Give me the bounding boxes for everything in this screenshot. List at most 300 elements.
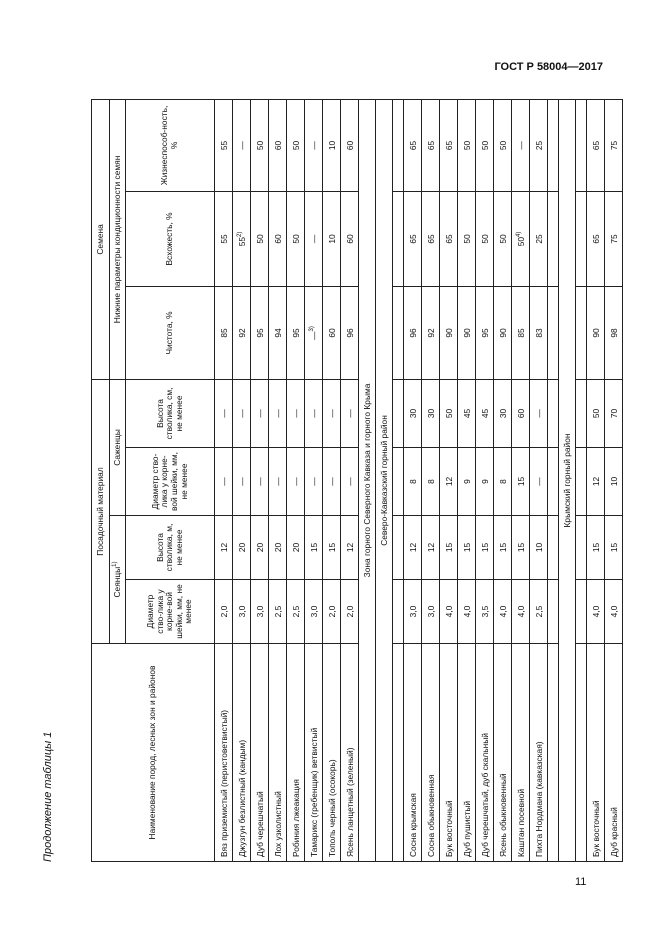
table-row bbox=[494, 99, 512, 861]
col-header-purity: Чистота, % bbox=[126, 286, 215, 379]
species-name-cell: Ясень ланцетный (зеленый) bbox=[341, 644, 359, 862]
value-cell bbox=[605, 286, 623, 379]
cell-value: 50 bbox=[497, 140, 508, 151]
col-header-seed-params: Нижние параметры кондиционности семян bbox=[110, 99, 126, 379]
cell-value: — bbox=[533, 477, 544, 486]
spacer-cell bbox=[548, 191, 559, 286]
value-cell bbox=[251, 516, 269, 580]
col-header-name: Наименование пород, лесных зон и районов bbox=[92, 644, 215, 862]
species-name-cell: Дуб красный bbox=[605, 644, 623, 862]
table-body bbox=[215, 99, 623, 861]
value-cell bbox=[287, 191, 305, 286]
region-heading-crimea-label: Крымский горный район bbox=[559, 99, 576, 861]
spacer-cell bbox=[576, 286, 587, 379]
value-cell bbox=[587, 580, 605, 644]
cell-value: 60 bbox=[344, 234, 355, 244]
cell-value: 85 bbox=[218, 328, 229, 338]
cell-value: — bbox=[218, 409, 229, 418]
cell-value: 8 bbox=[497, 479, 508, 484]
value-cell bbox=[476, 448, 494, 516]
zone-heading-label: Зона горного Северного Кавказа и горного Крыма bbox=[359, 99, 376, 861]
value-cell bbox=[404, 448, 422, 516]
footnote-mark: 2) bbox=[236, 231, 243, 237]
value-cell bbox=[215, 191, 233, 286]
value-cell bbox=[605, 99, 623, 191]
col-header-seedling-diameter: Диаметр ство-лика у корне-вой шейки, мм, не менее bbox=[126, 580, 215, 644]
cell-value: 65 bbox=[407, 140, 418, 151]
value-cell bbox=[341, 379, 359, 447]
table-row bbox=[323, 99, 341, 861]
value-cell bbox=[341, 191, 359, 286]
species-name-cell: Джузгун безлистный (кандым) bbox=[233, 644, 251, 862]
cell-value: 3,0 bbox=[254, 605, 265, 618]
value-cell bbox=[476, 191, 494, 286]
value-cell bbox=[440, 99, 458, 191]
cell-value: 2,0 bbox=[344, 605, 355, 618]
cell-value: — bbox=[515, 141, 526, 150]
value-cell bbox=[476, 580, 494, 644]
value-cell bbox=[605, 379, 623, 447]
cell-value: 15 bbox=[461, 542, 472, 553]
species-name-cell: Дуб пушистый bbox=[458, 644, 476, 862]
cell-value: 20 bbox=[236, 542, 247, 553]
cell-value: 55 bbox=[218, 140, 229, 151]
cell-value: 95 bbox=[254, 328, 265, 338]
cell-value: 15 bbox=[515, 476, 526, 487]
table-row bbox=[269, 99, 287, 861]
col-header-planting-material: Посадочный материал bbox=[92, 379, 110, 643]
value-cell bbox=[440, 286, 458, 379]
species-name-cell: Сосна обыкновенная bbox=[422, 644, 440, 862]
value-cell bbox=[305, 379, 323, 447]
value-cell bbox=[305, 448, 323, 516]
value-cell bbox=[530, 286, 548, 379]
cell-value: 50 bbox=[479, 234, 490, 244]
value-cell bbox=[269, 516, 287, 580]
value-cell bbox=[494, 99, 512, 191]
value-cell bbox=[440, 516, 458, 580]
cell-value: 10 bbox=[608, 476, 619, 487]
species-name-cell: Робиния лжеакация bbox=[287, 644, 305, 862]
table-row bbox=[605, 99, 623, 861]
cell-value: 4,0 bbox=[608, 605, 619, 618]
value-cell bbox=[494, 191, 512, 286]
spacer-cell bbox=[576, 191, 587, 286]
value-cell bbox=[287, 516, 305, 580]
col-header-sapling-diameter: Диаметр ство-лика у корне-вой шейки, мм, не менее bbox=[126, 448, 215, 516]
cell-value: — bbox=[290, 477, 301, 486]
cell-value: 50 bbox=[479, 140, 490, 151]
cell-value: 90 bbox=[443, 328, 454, 338]
cell-value: 60 bbox=[344, 140, 355, 151]
cell-value: 4,0 bbox=[461, 605, 472, 618]
value-cell bbox=[341, 516, 359, 580]
cell-value: 50 bbox=[590, 408, 601, 419]
spacer-row bbox=[576, 99, 587, 861]
value-cell bbox=[323, 191, 341, 286]
cell-value: 15 bbox=[326, 542, 337, 553]
table-row bbox=[476, 99, 494, 861]
value-cell bbox=[404, 191, 422, 286]
value-cell bbox=[458, 448, 476, 516]
value-cell bbox=[233, 99, 251, 191]
species-name-cell: Каштан посевной bbox=[512, 644, 530, 862]
cell-value: 50 bbox=[461, 140, 472, 151]
value-cell bbox=[476, 99, 494, 191]
footnote-mark: 3) bbox=[308, 326, 315, 332]
value-cell bbox=[512, 286, 530, 379]
species-name-cell: Бук восточный bbox=[587, 644, 605, 862]
value-cell bbox=[287, 286, 305, 379]
value-cell bbox=[512, 448, 530, 516]
cell-value: — bbox=[344, 409, 355, 418]
cell-value: 55 bbox=[236, 236, 247, 247]
cell-value: 50 bbox=[254, 140, 265, 151]
cell-value: 3,0 bbox=[308, 605, 319, 618]
spacer-cell bbox=[393, 580, 404, 644]
value-cell bbox=[458, 99, 476, 191]
cell-value: 50 bbox=[497, 234, 508, 244]
cell-value: 15 bbox=[308, 542, 319, 553]
cell-value: — bbox=[236, 141, 247, 150]
cell-value: 65 bbox=[443, 234, 454, 244]
value-cell bbox=[251, 286, 269, 379]
cell-value: 65 bbox=[590, 140, 601, 151]
cell-value: — bbox=[308, 234, 319, 244]
value-cell bbox=[233, 580, 251, 644]
cell-value: 75 bbox=[608, 234, 619, 244]
value-cell bbox=[422, 580, 440, 644]
value-cell bbox=[422, 379, 440, 447]
value-cell bbox=[287, 379, 305, 447]
value-cell bbox=[605, 580, 623, 644]
cell-value: 15 bbox=[497, 542, 508, 553]
spacer-cell bbox=[548, 516, 559, 580]
cell-value: — bbox=[308, 141, 319, 150]
cell-value: — bbox=[236, 477, 247, 486]
cell-value: 15 bbox=[590, 542, 601, 553]
value-cell bbox=[404, 379, 422, 447]
cell-value: — bbox=[218, 477, 229, 486]
value-cell bbox=[587, 379, 605, 447]
value-cell bbox=[323, 448, 341, 516]
cell-value: 3,0 bbox=[407, 605, 418, 618]
cell-value: 10 bbox=[326, 140, 337, 151]
value-cell bbox=[269, 286, 287, 379]
value-cell bbox=[440, 448, 458, 516]
spacer-cell bbox=[393, 191, 404, 286]
cell-value: 15 bbox=[515, 542, 526, 553]
value-cell bbox=[494, 580, 512, 644]
value-cell bbox=[341, 448, 359, 516]
species-name-cell: Ясень обыкновенный bbox=[494, 644, 512, 862]
col-header-seeds: Семена bbox=[92, 99, 110, 379]
value-cell bbox=[323, 580, 341, 644]
value-cell bbox=[512, 516, 530, 580]
value-cell bbox=[305, 580, 323, 644]
value-cell bbox=[251, 99, 269, 191]
spacer-cell bbox=[576, 644, 587, 862]
cell-value: 45 bbox=[479, 408, 490, 419]
value-cell bbox=[422, 448, 440, 516]
cell-value: — bbox=[344, 477, 355, 486]
value-cell bbox=[458, 379, 476, 447]
value-cell bbox=[530, 516, 548, 580]
species-name-cell: Пихта Нордмана (кавказская) bbox=[530, 644, 548, 862]
cell-value: 4,0 bbox=[515, 605, 526, 618]
cell-value: 90 bbox=[497, 328, 508, 338]
value-cell bbox=[323, 99, 341, 191]
spacer-row bbox=[393, 99, 404, 861]
cell-value: 10 bbox=[533, 542, 544, 553]
cell-value: 12 bbox=[218, 542, 229, 553]
table-row bbox=[587, 99, 605, 861]
cell-value: 96 bbox=[344, 328, 355, 338]
value-cell bbox=[422, 99, 440, 191]
value-cell bbox=[587, 286, 605, 379]
value-cell bbox=[458, 191, 476, 286]
cell-value: 65 bbox=[443, 140, 454, 151]
value-cell bbox=[512, 99, 530, 191]
rotated-table-area bbox=[42, 100, 619, 862]
species-name-cell: Тополь черный (осокорь) bbox=[323, 644, 341, 862]
value-cell bbox=[341, 99, 359, 191]
cell-value: 85 bbox=[515, 328, 526, 338]
col-header-viability: Жизнеспособ-ность, % bbox=[126, 99, 215, 191]
spacer-cell bbox=[393, 448, 404, 516]
species-name-cell: Тамарикс (гребенщик) ветвистый bbox=[305, 644, 323, 862]
cell-value: 25 bbox=[533, 140, 544, 151]
value-cell bbox=[440, 580, 458, 644]
value-cell bbox=[422, 286, 440, 379]
table-row bbox=[251, 99, 269, 861]
cell-value: 8 bbox=[407, 479, 418, 484]
table-caption: Продолжение таблицы 1 bbox=[42, 731, 54, 862]
table-row bbox=[422, 99, 440, 861]
spacer-cell bbox=[548, 580, 559, 644]
value-cell bbox=[530, 379, 548, 447]
footnote-mark: 4) bbox=[515, 231, 522, 237]
value-cell bbox=[233, 379, 251, 447]
value-cell bbox=[494, 286, 512, 379]
cell-value: 60 bbox=[326, 328, 337, 338]
seedling-standards-table bbox=[91, 99, 623, 862]
value-cell bbox=[287, 448, 305, 516]
value-cell bbox=[458, 516, 476, 580]
cell-value: 20 bbox=[272, 542, 283, 553]
cell-value: — bbox=[254, 409, 265, 418]
cell-value: 4,0 bbox=[497, 605, 508, 618]
table-row bbox=[512, 99, 530, 861]
cell-value: 4,0 bbox=[443, 605, 454, 618]
value-cell bbox=[269, 99, 287, 191]
cell-value: 50 bbox=[290, 140, 301, 151]
value-cell bbox=[530, 99, 548, 191]
cell-value: — bbox=[272, 409, 283, 418]
value-cell bbox=[215, 99, 233, 191]
cell-value: 25 bbox=[533, 234, 544, 244]
spacer-cell bbox=[548, 99, 559, 191]
spacer-cell bbox=[548, 286, 559, 379]
spacer-row bbox=[548, 99, 559, 861]
cell-value: 50 bbox=[515, 236, 526, 247]
spacer-cell bbox=[393, 516, 404, 580]
cell-value: 3,0 bbox=[425, 605, 436, 618]
value-cell bbox=[605, 516, 623, 580]
cell-value: 12 bbox=[443, 476, 454, 487]
spacer-cell bbox=[576, 99, 587, 191]
cell-value: 60 bbox=[515, 408, 526, 419]
cell-value: 92 bbox=[236, 328, 247, 338]
species-name-cell: Лох узколистный bbox=[269, 644, 287, 862]
value-cell bbox=[476, 286, 494, 379]
value-cell bbox=[233, 448, 251, 516]
table-row bbox=[530, 99, 548, 861]
col-header-saplings: Саженцы bbox=[110, 379, 126, 515]
table-row bbox=[287, 99, 305, 861]
cell-value: — bbox=[236, 409, 247, 418]
table-row bbox=[341, 99, 359, 861]
cell-value: 90 bbox=[590, 328, 601, 338]
cell-value: 60 bbox=[272, 234, 283, 244]
cell-value: 83 bbox=[533, 328, 544, 338]
cell-value: 50 bbox=[290, 234, 301, 244]
value-cell bbox=[587, 516, 605, 580]
zone-heading bbox=[359, 99, 376, 861]
value-cell bbox=[233, 191, 251, 286]
value-cell bbox=[422, 191, 440, 286]
spacer-cell bbox=[576, 580, 587, 644]
cell-value: 75 bbox=[608, 140, 619, 151]
col-header-germination: Всхожесть, % bbox=[126, 191, 215, 286]
value-cell bbox=[476, 379, 494, 447]
spacer-cell bbox=[393, 99, 404, 191]
value-cell bbox=[269, 191, 287, 286]
spacer-cell bbox=[576, 448, 587, 516]
cell-value: 65 bbox=[425, 234, 436, 244]
value-cell bbox=[605, 448, 623, 516]
cell-value: 96 bbox=[407, 328, 418, 338]
value-cell bbox=[458, 580, 476, 644]
cell-value: 65 bbox=[425, 140, 436, 151]
value-cell bbox=[323, 379, 341, 447]
species-name-cell: Дуб черешчатый bbox=[251, 644, 269, 862]
species-name-cell: Вяз приземистый (перистоветвистый) bbox=[215, 644, 233, 862]
cell-value: 45 bbox=[461, 408, 472, 419]
cell-value: 12 bbox=[590, 476, 601, 487]
value-cell bbox=[530, 580, 548, 644]
value-cell bbox=[494, 516, 512, 580]
species-name-cell: Сосна крымская bbox=[404, 644, 422, 862]
value-cell bbox=[494, 379, 512, 447]
cell-value: 65 bbox=[407, 234, 418, 244]
cell-value: 10 bbox=[326, 234, 337, 244]
value-cell bbox=[269, 379, 287, 447]
value-cell bbox=[251, 379, 269, 447]
table-row bbox=[440, 99, 458, 861]
cell-value: 12 bbox=[407, 542, 418, 553]
value-cell bbox=[458, 286, 476, 379]
cell-value: — bbox=[272, 477, 283, 486]
value-cell bbox=[251, 580, 269, 644]
cell-value: 98 bbox=[608, 328, 619, 338]
region-heading-crimea bbox=[559, 99, 576, 861]
value-cell bbox=[404, 99, 422, 191]
value-cell bbox=[287, 99, 305, 191]
cell-value: 15 bbox=[479, 542, 490, 553]
cell-value: 65 bbox=[590, 234, 601, 244]
value-cell bbox=[494, 448, 512, 516]
cell-value: 2,0 bbox=[218, 605, 229, 618]
value-cell bbox=[215, 580, 233, 644]
seedlings-label: Сеянцы bbox=[111, 566, 122, 598]
value-cell bbox=[215, 516, 233, 580]
value-cell bbox=[404, 516, 422, 580]
value-cell bbox=[422, 516, 440, 580]
cell-value: — bbox=[308, 477, 319, 486]
value-cell bbox=[215, 448, 233, 516]
cell-value: 70 bbox=[608, 408, 619, 419]
value-cell bbox=[530, 191, 548, 286]
value-cell bbox=[587, 191, 605, 286]
value-cell bbox=[251, 448, 269, 516]
value-cell bbox=[512, 379, 530, 447]
value-cell bbox=[323, 286, 341, 379]
cell-value: 30 bbox=[425, 408, 436, 419]
col-header-seedlings bbox=[110, 516, 126, 644]
species-name-cell: Дуб черешчатый, дуб скальный bbox=[476, 644, 494, 862]
cell-value: — bbox=[308, 331, 319, 340]
cell-value: — bbox=[254, 477, 265, 486]
value-cell bbox=[404, 286, 422, 379]
cell-value: 55 bbox=[218, 234, 229, 244]
page-number: 11 bbox=[575, 876, 587, 888]
col-header-seedling-height: Высота стволика, м, не менее bbox=[126, 516, 215, 580]
value-cell bbox=[305, 286, 323, 379]
cell-value: 8 bbox=[425, 479, 436, 484]
spacer-cell bbox=[576, 379, 587, 447]
cell-value: 12 bbox=[344, 542, 355, 553]
value-cell bbox=[251, 191, 269, 286]
spacer-cell bbox=[548, 379, 559, 447]
species-name-cell: Бук восточный bbox=[440, 644, 458, 862]
cell-value: 3,0 bbox=[236, 605, 247, 618]
cell-value: 50 bbox=[443, 408, 454, 419]
cell-value: 20 bbox=[254, 542, 265, 553]
value-cell bbox=[587, 99, 605, 191]
cell-value: 50 bbox=[254, 234, 265, 244]
value-cell bbox=[341, 580, 359, 644]
cell-value: 3,5 bbox=[479, 605, 490, 618]
cell-value: 12 bbox=[425, 542, 436, 553]
value-cell bbox=[440, 379, 458, 447]
value-cell bbox=[233, 516, 251, 580]
value-cell bbox=[605, 191, 623, 286]
cell-value: — bbox=[308, 409, 319, 418]
value-cell bbox=[404, 580, 422, 644]
col-header-sapling-height: Высота стволика, см, не менее bbox=[126, 379, 215, 447]
cell-value: — bbox=[533, 409, 544, 418]
cell-value: 15 bbox=[443, 542, 454, 553]
cell-value: 92 bbox=[425, 328, 436, 338]
spacer-cell bbox=[548, 448, 559, 516]
value-cell bbox=[587, 448, 605, 516]
value-cell bbox=[215, 379, 233, 447]
spacer-cell bbox=[548, 644, 559, 862]
cell-value: 60 bbox=[272, 140, 283, 151]
cell-value: 2,5 bbox=[272, 605, 283, 618]
cell-value: — bbox=[290, 409, 301, 418]
